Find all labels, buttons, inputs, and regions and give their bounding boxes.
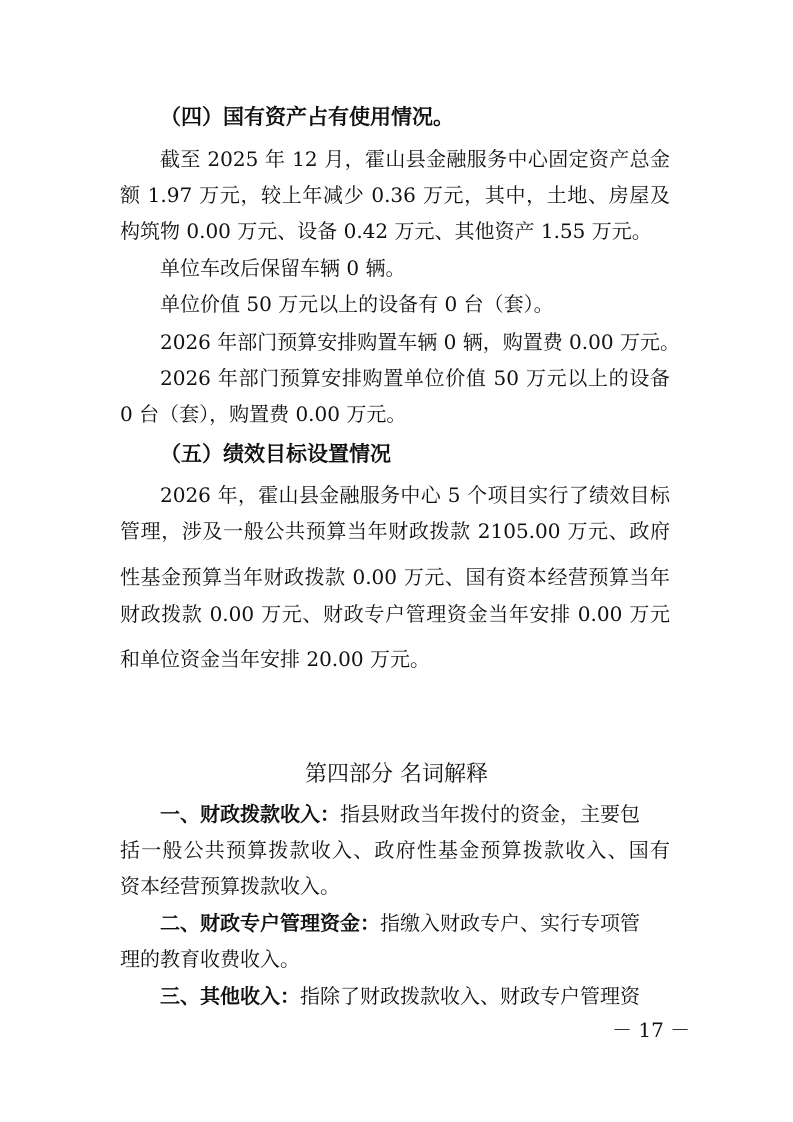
section-4-paragraph-3: 单位价值 50 万元以上的设备有 0 台（套）。	[160, 292, 554, 316]
section-5-line-2: 管理，涉及一般公共预算当年财政拨款 2105.00 万元、政府	[120, 519, 670, 543]
section-5-heading: （五）绩效目标设置情况	[160, 442, 391, 466]
part-4-title: 第四部分 名词解释	[305, 762, 488, 787]
definition-1-term: 一、财政拨款收入：	[160, 802, 340, 826]
definition-3-term: 三、其他收入：	[160, 984, 300, 1008]
definition-1-line-1	[160, 800, 640, 828]
section-4-paragraph-5-line-1: 2026 年部门预算安排购置单位价值 50 万元以上的设备	[160, 366, 670, 390]
page-number: － 17 －	[612, 1018, 691, 1042]
section-4-paragraph-1-line-3: 构筑物 0.00 万元、设备 0.42 万元、其他资产 1.55 万元。	[120, 219, 652, 243]
section-4-paragraph-1-line-2: 额 1.97 万元，较上年减少 0.36 万元，其中，土地、房屋及	[120, 183, 670, 207]
section-5-line-4: 财政拨款 0.00 万元、财政专户管理资金当年安排 0.00 万元	[120, 602, 670, 626]
definition-2-line-1	[160, 909, 640, 937]
definition-2-term: 二、财政专户管理资金：	[160, 911, 380, 935]
section-4-paragraph-1-line-1: 截至 2025 年 12 月，霍山县金融服务中心固定资产总金	[160, 147, 670, 171]
section-4-paragraph-4: 2026 年部门预算安排购置车辆 0 辆，购置费 0.00 万元。	[160, 330, 680, 354]
definition-1-line-3: 资本经营预算拨款收入。	[120, 874, 340, 898]
section-5-line-3: 性基金预算当年财政拨款 0.00 万元、国有资本经营预算当年	[120, 565, 670, 589]
section-5-line-1: 2026 年，霍山县金融服务中心 5 个项目实行了绩效目标	[160, 483, 670, 507]
section-4-paragraph-2: 单位车改后保留车辆 0 辆。	[160, 256, 406, 280]
definition-3-line-1	[160, 982, 640, 1010]
definition-2-text: 指缴入财政专户、实行专项管	[380, 911, 640, 935]
section-5-line-5: 和单位资金当年安排 20.00 万元。	[120, 647, 430, 671]
definition-1-text: 指县财政当年拨付的资金，主要包	[340, 802, 640, 826]
definition-3-text: 指除了财政拨款收入、财政专户管理资	[300, 984, 640, 1008]
section-4-heading: （四）国有资产占有使用情况。	[160, 105, 454, 129]
definition-2-line-2: 理的教育收费收入。	[120, 947, 300, 971]
section-4-paragraph-5-line-2: 0 台（套），购置费 0.00 万元。	[120, 402, 407, 426]
definition-1-line-2: 括一般公共预算拨款收入、政府性基金预算拨款收入、国有	[120, 838, 670, 862]
